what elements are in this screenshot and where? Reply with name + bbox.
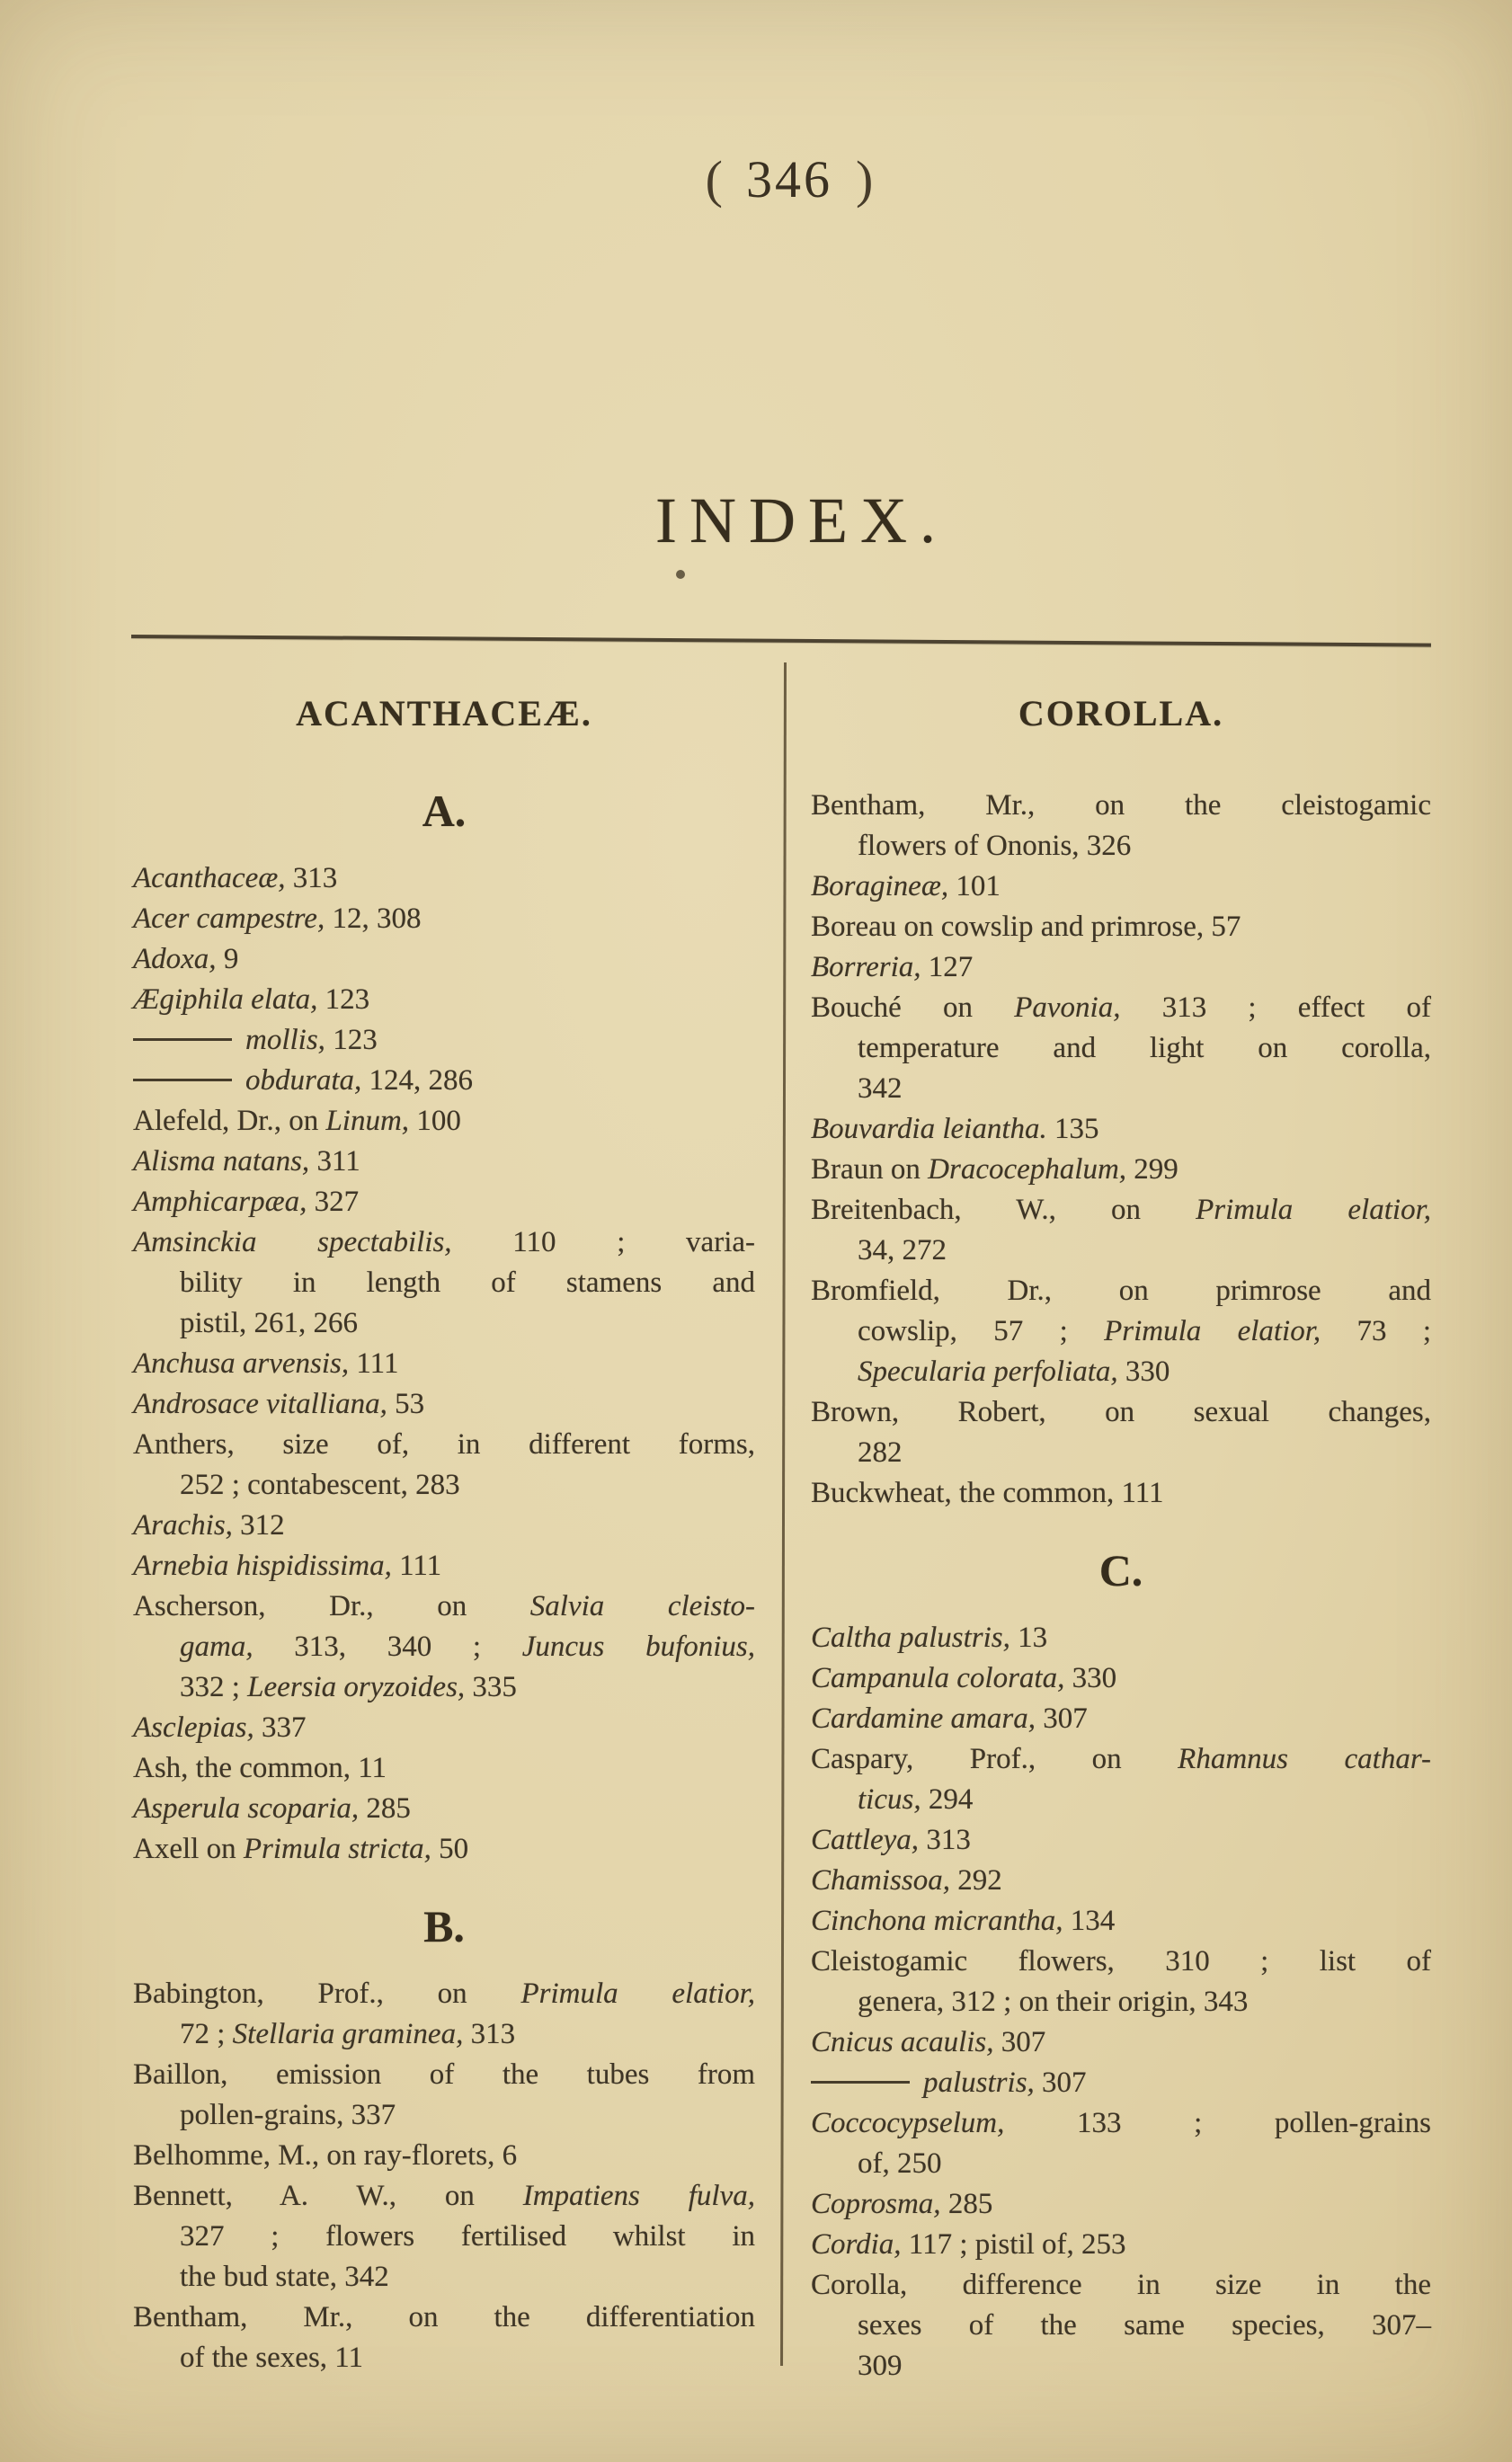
index-entry bbox=[811, 1392, 1431, 1473]
index-entry bbox=[133, 858, 755, 899]
entry-line: Asperula scoparia, 285 bbox=[133, 1792, 411, 1825]
entry-line: palustris, 307 bbox=[811, 2063, 1431, 2103]
entry-line: Androsace vitalliana, 53 bbox=[133, 1388, 425, 1420]
entry-line: Ash, the common, 11 bbox=[133, 1752, 387, 1784]
page-number-paren-close: ) bbox=[856, 150, 874, 209]
index-entry bbox=[133, 1182, 755, 1222]
entry-line: mollis, 123 bbox=[133, 1020, 755, 1061]
index-entry bbox=[133, 1587, 755, 1708]
index-entry bbox=[811, 1820, 1431, 1861]
index-entry bbox=[133, 1061, 755, 1101]
entry-line: pollen-grains, 337 bbox=[180, 2099, 396, 2131]
index-entry bbox=[811, 2184, 1431, 2225]
index-entry bbox=[133, 1546, 755, 1587]
right-column bbox=[811, 692, 1431, 2386]
entry-line: Cnicus acaulis, 307 bbox=[811, 2026, 1046, 2058]
index-entry bbox=[133, 1425, 755, 1506]
ink-dot-artifact bbox=[676, 570, 685, 579]
entry-line: Cattleya, 313 bbox=[811, 1824, 971, 1856]
index-entry bbox=[811, 907, 1431, 947]
index-entry bbox=[133, 899, 755, 939]
entry-line: Bromfield, Dr., on primrose and bbox=[811, 1275, 1431, 1307]
index-entry bbox=[811, 1473, 1431, 1514]
entry-line: sexes of the same species, 307– bbox=[858, 2309, 1431, 2342]
index-entry bbox=[133, 1384, 755, 1425]
index-entry bbox=[133, 1829, 755, 1870]
index-entry bbox=[133, 1506, 755, 1546]
entry-line: Cinchona micrantha, 134 bbox=[811, 1905, 1116, 1937]
entry-line: Belhomme, M., on ray-florets, 6 bbox=[133, 2139, 518, 2172]
index-entry bbox=[133, 2298, 755, 2378]
index-entry bbox=[811, 1618, 1431, 1658]
entry-line: Boreau on cowslip and primrose, 57 bbox=[811, 911, 1241, 943]
entry-line: Asclepias, 337 bbox=[133, 1711, 307, 1744]
index-entry bbox=[133, 1974, 755, 2055]
entry-line: Breitenbach, W., on Primula elatior, bbox=[811, 1194, 1431, 1226]
header-rule bbox=[131, 635, 1431, 646]
page-title: INDEX. bbox=[655, 484, 948, 556]
index-entry bbox=[133, 2176, 755, 2298]
index-entry bbox=[811, 2063, 1431, 2103]
ditto-dash bbox=[133, 1038, 232, 1041]
entry-line: Brown, Robert, on sexual changes, bbox=[811, 1396, 1431, 1428]
entry-line: Arnebia hispidissima, 111 bbox=[133, 1550, 442, 1582]
entry-line: Chamissoa, 292 bbox=[811, 1864, 1002, 1897]
index-entry bbox=[133, 2136, 755, 2176]
index-entry bbox=[133, 1020, 755, 1061]
left-column bbox=[133, 692, 755, 2378]
entry-line: Anchusa arvensis, 111 bbox=[133, 1347, 399, 1380]
entry-line: gama, 313, 340 ; Juncus bufonius, bbox=[180, 1631, 755, 1663]
index-entry bbox=[133, 1748, 755, 1789]
entry-line: Cardamine amara, 307 bbox=[811, 1702, 1088, 1735]
entry-line: 72 ; Stellaria graminea, 313 bbox=[180, 2018, 516, 2050]
index-entry bbox=[133, 939, 755, 980]
entry-line: Amsinckia spectabilis, 110 ; varia- bbox=[133, 1226, 755, 1258]
entry-line: cowslip, 57 ; Primula elatior, 73 ; bbox=[858, 1315, 1432, 1347]
entry-line: Babington, Prof., on Primula elatior, bbox=[133, 1978, 755, 2010]
entry-line: 34, 272 bbox=[858, 1234, 947, 1267]
index-entry bbox=[811, 2103, 1431, 2184]
index-entry bbox=[811, 1901, 1431, 1942]
entry-line: 327 ; flowers fertilised whilst in bbox=[180, 2220, 755, 2253]
index-entry bbox=[811, 2022, 1431, 2063]
entry-line: Bouché on Pavonia, 313 ; effect of bbox=[811, 991, 1431, 1024]
entry-line: genera, 312 ; on their origin, 343 bbox=[858, 1986, 1249, 2018]
entry-line: bility in length of stamens and bbox=[180, 1267, 755, 1299]
index-entry bbox=[811, 1190, 1431, 1271]
index-entry bbox=[133, 2055, 755, 2136]
entry-line: Boragineæ, 101 bbox=[811, 870, 1001, 902]
index-entry bbox=[811, 867, 1431, 907]
index-entry bbox=[133, 980, 755, 1020]
right-column-header: COROLLA. bbox=[1018, 693, 1224, 733]
index-entry bbox=[811, 1150, 1431, 1190]
entry-line: Adoxa, 9 bbox=[133, 943, 239, 975]
entry-line: Bennett, A. W., on Impatiens fulva, bbox=[133, 2180, 755, 2212]
entry-line: Specularia perfoliata, 330 bbox=[858, 1355, 1170, 1388]
right-column-entries bbox=[811, 786, 1431, 2386]
entry-line: Axell on Primula stricta, 50 bbox=[133, 1833, 469, 1865]
entry-line: Borreria, 127 bbox=[811, 951, 974, 983]
entry-line: Bentham, Mr., on the differentiation bbox=[133, 2301, 755, 2333]
entry-line: of the sexes, 11 bbox=[180, 2342, 364, 2374]
entry-line: 252 ; contabescent, 283 bbox=[180, 1469, 460, 1501]
index-entry bbox=[811, 1739, 1431, 1820]
entry-line: Corolla, difference in size in the bbox=[811, 2269, 1431, 2301]
ditto-dash bbox=[811, 2081, 910, 2084]
entry-line: Alefeld, Dr., on Linum, 100 bbox=[133, 1105, 461, 1137]
index-entry bbox=[133, 1708, 755, 1748]
entry-line: Braun on Dracocephalum, 299 bbox=[811, 1153, 1178, 1186]
index-entry bbox=[811, 1109, 1431, 1150]
index-entry bbox=[811, 786, 1431, 867]
index-entry bbox=[133, 1101, 755, 1142]
entry-line: Bentham, Mr., on the cleistogamic bbox=[811, 789, 1431, 822]
entry-line: pistil, 261, 266 bbox=[180, 1307, 359, 1339]
entry-line: Caltha palustris, 13 bbox=[811, 1622, 1048, 1654]
entry-line: Coccocypselum, 133 ; pollen-grains bbox=[811, 2107, 1431, 2139]
page-number-value: 346 bbox=[746, 150, 832, 209]
entry-line: Acanthaceæ, 313 bbox=[133, 862, 338, 894]
left-column-header: ACANTHACEÆ. bbox=[296, 693, 592, 733]
index-entry bbox=[133, 1142, 755, 1182]
entry-line: the bud state, 342 bbox=[180, 2261, 389, 2293]
entry-line: of, 250 bbox=[858, 2147, 942, 2180]
entry-line: 309 bbox=[858, 2350, 903, 2382]
entry-line: ticus, 294 bbox=[858, 1783, 974, 1816]
index-entry bbox=[811, 988, 1431, 1109]
entry-line: Cordia, 117 ; pistil of, 253 bbox=[811, 2228, 1126, 2261]
entry-line: 332 ; Leersia oryzoides, 335 bbox=[180, 1671, 517, 1703]
left-column-entries bbox=[133, 786, 755, 2378]
entry-line: Baillon, emission of the tubes from bbox=[133, 2058, 755, 2091]
index-entry bbox=[811, 2265, 1431, 2386]
entry-line: Campanula colorata, 330 bbox=[811, 1662, 1117, 1694]
entry-line: Acer campestre, 12, 308 bbox=[133, 902, 422, 935]
column-divider bbox=[780, 662, 787, 2366]
entry-line: Anthers, size of, in different forms, bbox=[133, 1428, 755, 1461]
ditto-dash bbox=[133, 1079, 232, 1081]
entry-line: Bouvardia leiantha. 135 bbox=[811, 1113, 1099, 1145]
index-entry bbox=[133, 1222, 755, 1344]
index-entry bbox=[811, 1699, 1431, 1739]
index-entry bbox=[811, 947, 1431, 988]
entry-line: Ægiphila elata, 123 bbox=[133, 983, 370, 1016]
index-entry bbox=[811, 1942, 1431, 2022]
index-entry bbox=[133, 1344, 755, 1384]
section-letter: C. bbox=[1098, 1545, 1143, 1595]
entry-line: Alisma natans, 311 bbox=[133, 1145, 360, 1178]
index-entry bbox=[811, 1861, 1431, 1901]
entry-line: Coprosma, 285 bbox=[811, 2188, 993, 2220]
entry-line: 342 bbox=[858, 1072, 903, 1105]
entry-line: 282 bbox=[858, 1436, 903, 1469]
index-entry bbox=[811, 1271, 1431, 1392]
page-number bbox=[706, 144, 874, 216]
entry-line: Cleistogamic flowers, 310 ; list of bbox=[811, 1945, 1431, 1978]
entry-line: flowers of Ononis, 326 bbox=[858, 830, 1132, 862]
index-entry bbox=[133, 1789, 755, 1829]
index-entry bbox=[811, 2225, 1431, 2265]
section-letter: A. bbox=[422, 786, 467, 836]
entry-line: Buckwheat, the common, 111 bbox=[811, 1477, 1164, 1509]
entry-line: temperature and light on corolla, bbox=[858, 1032, 1431, 1064]
index-entry bbox=[811, 1658, 1431, 1699]
section-letter: B. bbox=[423, 1901, 465, 1951]
entry-line: Arachis, 312 bbox=[133, 1509, 285, 1542]
entry-line: obdurata, 124, 286 bbox=[133, 1061, 755, 1101]
entry-line: Caspary, Prof., on Rhamnus cathar- bbox=[811, 1743, 1431, 1775]
entry-line: Ascherson, Dr., on Salvia cleisto- bbox=[133, 1590, 755, 1622]
entry-line: Amphicarpæa, 327 bbox=[133, 1186, 360, 1218]
page-number-paren-open: ( bbox=[705, 150, 723, 209]
